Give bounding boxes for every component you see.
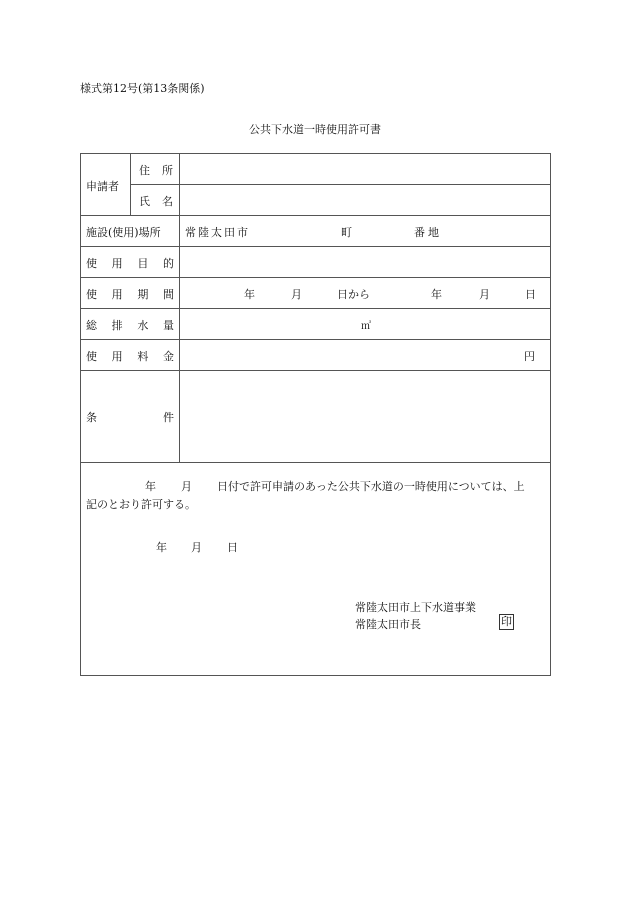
facility-lot: 番地 xyxy=(414,226,442,239)
name-value[interactable] xyxy=(181,187,549,214)
permit-text-line1: 日付で許可申請のあった公共下水道の一時使用については、上 xyxy=(217,480,525,493)
conditions-value[interactable] xyxy=(181,372,549,460)
row-divider xyxy=(81,277,551,278)
facility-town: 町 xyxy=(341,226,352,239)
issue-date-year: 年 xyxy=(156,541,167,554)
name-label: 氏 名 xyxy=(139,195,173,208)
period-month: 月 xyxy=(291,288,302,301)
purpose-label: 使 用 目 的 xyxy=(86,257,174,270)
row-divider-applicant xyxy=(130,184,551,185)
facility-city: 常陸太田市 xyxy=(185,226,250,239)
purpose-value[interactable] xyxy=(181,249,549,276)
period-year: 年 xyxy=(244,288,255,301)
permit-year: 年 xyxy=(145,480,156,493)
address-value[interactable] xyxy=(181,156,549,183)
row-divider xyxy=(81,370,551,371)
facility-label: 施設(使用)場所 xyxy=(86,226,161,239)
row-divider xyxy=(81,246,551,247)
period-month-end: 月 xyxy=(479,288,490,301)
col-divider-label xyxy=(179,154,180,462)
issue-date-month: 月 xyxy=(191,541,202,554)
discharge-label: 総 排 水 量 xyxy=(86,319,174,332)
row-divider xyxy=(81,462,551,463)
address-label: 住 所 xyxy=(139,164,173,177)
period-day-from: 日から xyxy=(337,288,370,301)
issuer-title: 常陸太田市長 xyxy=(355,618,421,631)
fee-unit: 円 xyxy=(524,350,535,363)
discharge-unit: ㎥ xyxy=(361,321,371,332)
permit-form-table xyxy=(80,153,551,676)
row-divider xyxy=(81,215,551,216)
permit-month: 月 xyxy=(181,480,192,493)
document-title: 公共下水道一時使用許可書 xyxy=(249,123,381,136)
fee-label: 使 用 料 金 xyxy=(86,350,174,363)
row-divider xyxy=(81,339,551,340)
conditions-label: 条 件 xyxy=(86,411,174,424)
issue-date-day: 日 xyxy=(227,541,238,554)
period-year-end: 年 xyxy=(431,288,442,301)
applicant-label: 申請者 xyxy=(86,180,119,193)
seal-mark: 印 xyxy=(501,615,512,628)
period-day-end: 日 xyxy=(525,288,536,301)
col-divider-applicant xyxy=(130,154,131,215)
period-label: 使 用 期 間 xyxy=(86,288,174,301)
issuer-organization: 常陸太田市上下水道事業 xyxy=(355,601,476,614)
form-number: 様式第12号(第13条関係) xyxy=(80,82,205,95)
permit-text-line2: 記のとおり許可する。 xyxy=(86,498,196,511)
row-divider xyxy=(81,308,551,309)
